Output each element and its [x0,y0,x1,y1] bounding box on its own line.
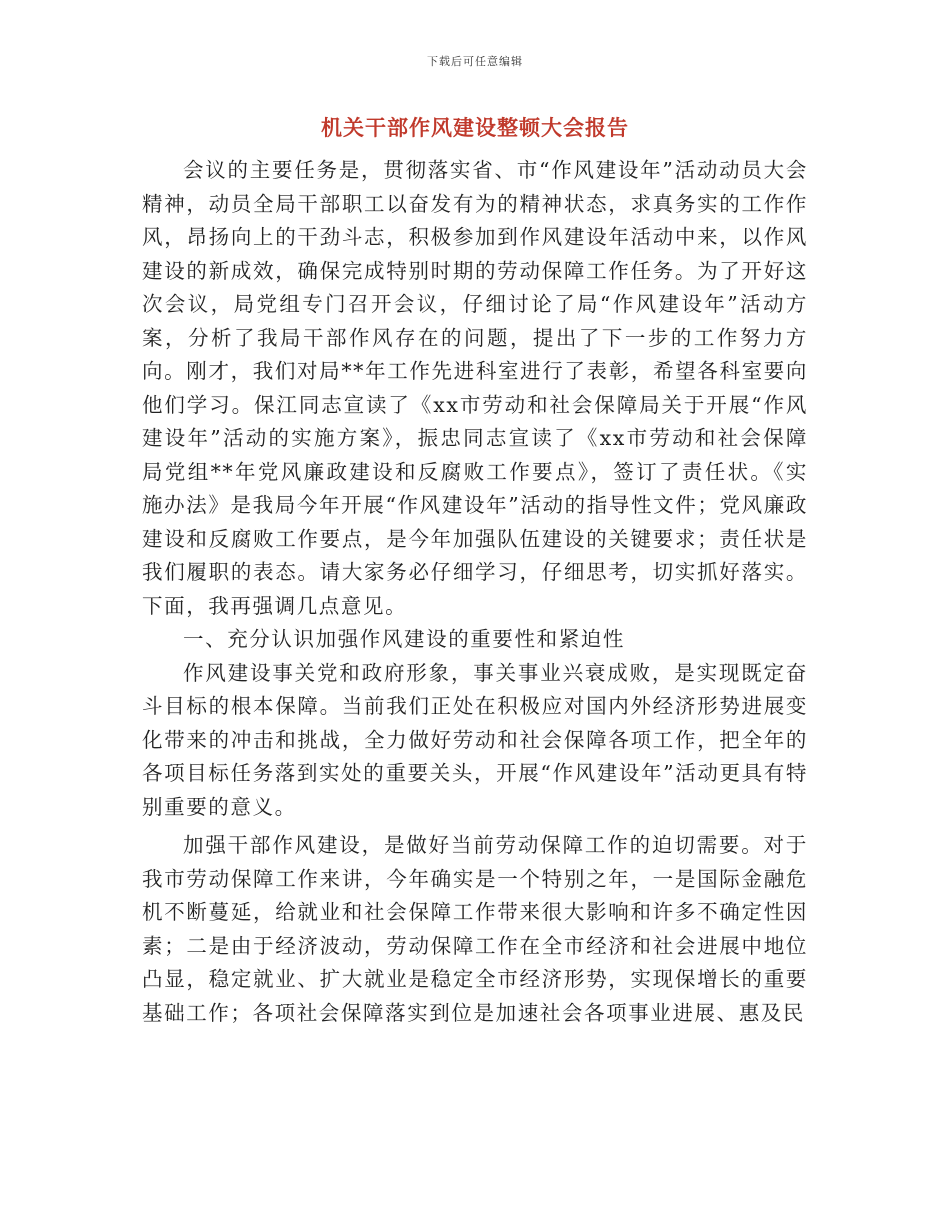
header-note: 下载后可任意编辑 [427,55,523,68]
section-heading-1: 一、充分认识加强作风建设的重要性和紧迫性 [183,627,625,651]
paragraph-intro: 会议的主要任务是，贯彻落实省、市“作风建设年”活动动员大会精神，动员全局干部职工以奋发有为的精神状态，求真务实的工作作风，昂扬向上的干劲斗志，积极参加到作风建设年活动中来，以作风建设的新成效，确保完成特别时期的劳动保障工作任务。为了开好这次会议，局党组专门召开会议，仔细讨论了局“作风建设年”活动方案，分析了我局干部作风存在的问题，提出了下一步的工作努力方向。刚才，我们对局**年工作先进科室进行了表彰，希望各科室要向他们学习。保江同志宣读了《xx市劳动和社会保障局关于开展“作风建设年”活动的实施方案》，振忠同志宣读了《xx市劳动和社会保障局党组**年党风廉政建设和反腐败工作要点》，签订了责任状。《实施办法》是我局今年开展“作风建设年”活动的指导性文件；党风廉政建设和反腐败工作要点，是今年加强队伍建设的关键要求；责任状是我们履职的表态。请大家务必仔细学习，仔细思考，切实抓好落实。下面，我再强调几点意见。 [142,158,808,618]
document-body [142,154,808,1030]
paragraph-section-1-b: 加强干部作风建设，是做好当前劳动保障工作的迫切需要。对于我市劳动保障工作来讲，今年确实是一个特别之年，一是国际金融危机不断蔓延，给就业和社会保障工作带来很大影响和许多不确定性因素；二是由于经济波动，劳动保障工作在全市经济和社会进展中地位凸显，稳定就业、扩大就业是稳定全市经济形势，实现保增长的重要基础工作；各项社会保障落实到位是加速社会各项事业进展、惠及民 [142,833,808,1025]
document-title: 机关干部作风建设整顿大会报告 [321,115,629,140]
paragraph-section-1-a: 作风建设事关党和政府形象，事关事业兴衰成败，是实现既定奋斗目标的根本保障。当前我们正处在积极应对国内外经济形势进展变化带来的冲击和挑战，全力做好劳动和社会保障各项工作，把全年的各项目标任务落到实处的重要关头，开展“作风建设年”活动更具有特别重要的意义。 [142,660,808,819]
